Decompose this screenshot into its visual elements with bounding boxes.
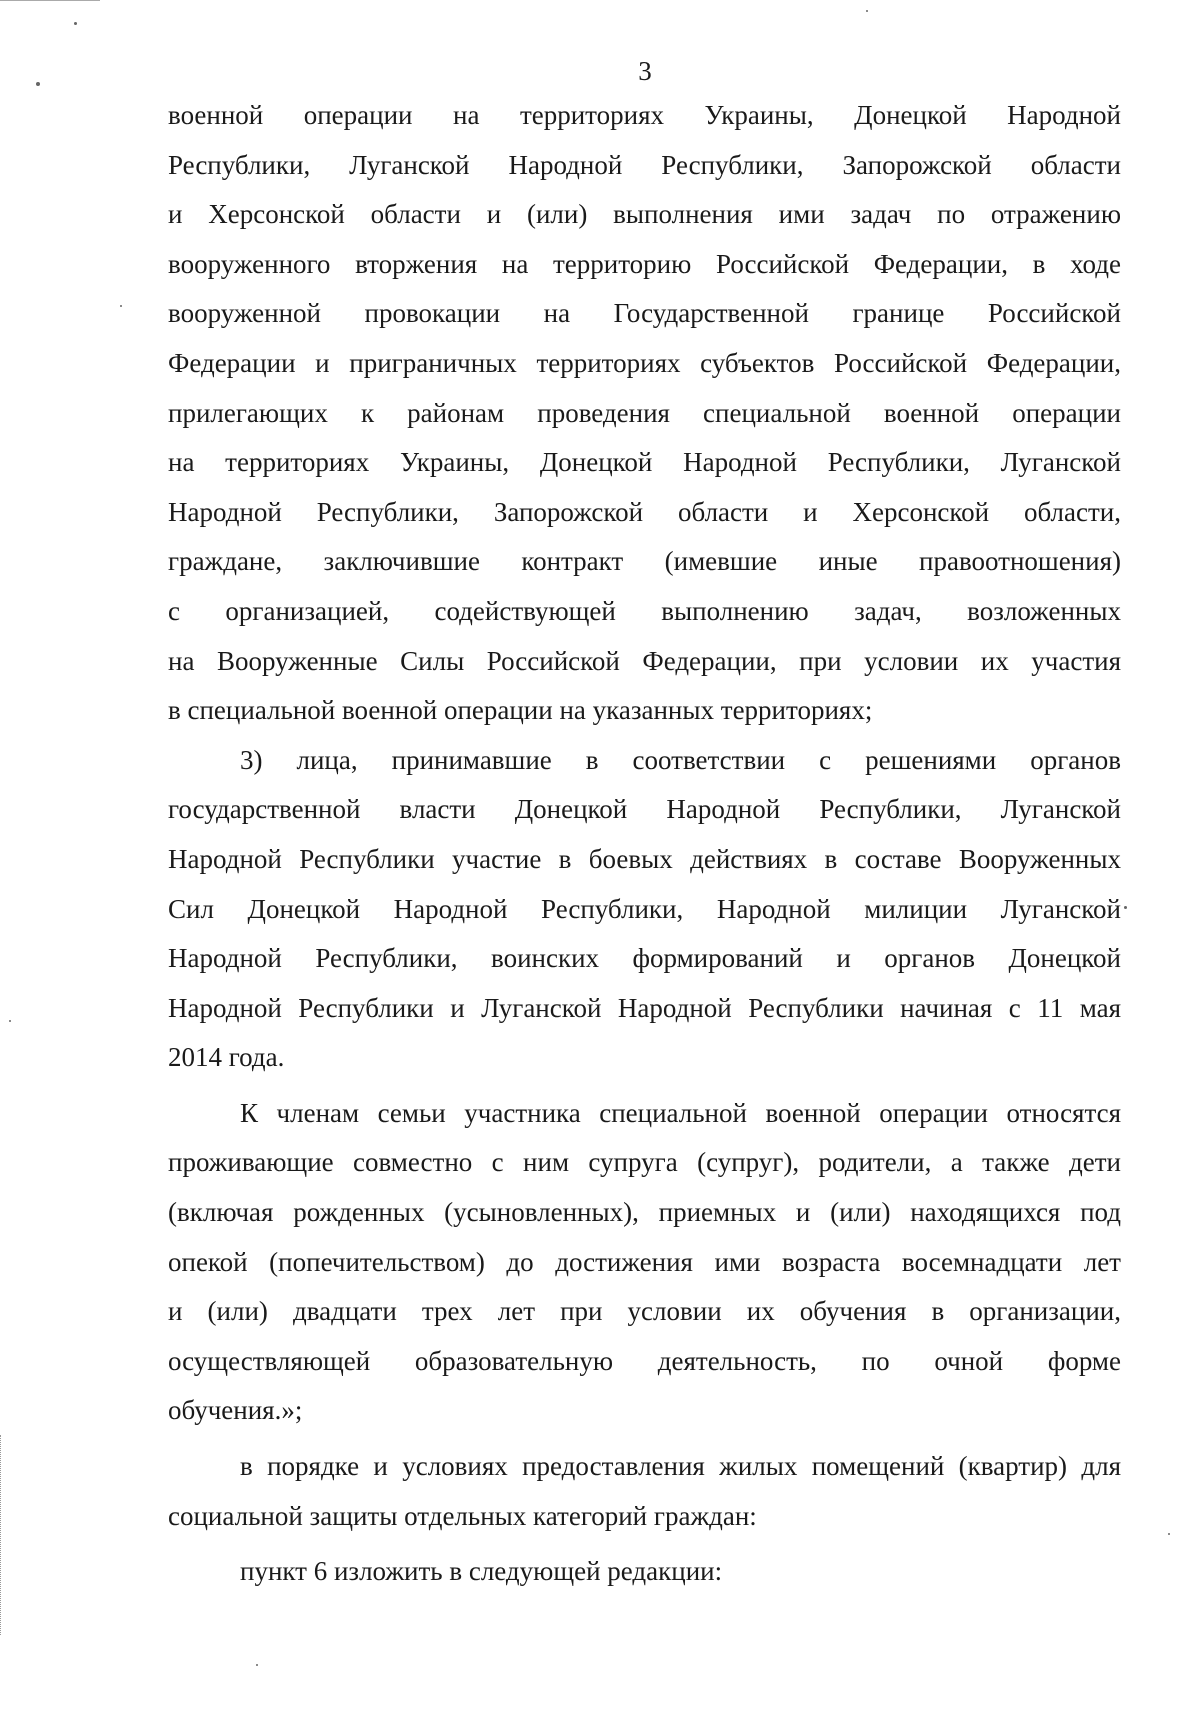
text-line: государственной власти Донецкой Народной Республики, Луганской [168,794,1121,825]
text-line: Народной Республики, воинских формирований и органов Донецкой [168,943,1121,974]
text-line: и Херсонской области и (или) выполнения ими задач по отражению [168,199,1121,230]
document-body [168,91,1121,1597]
scan-edge-mark [0,0,100,1]
text-line: опекой (попечительством) до достижения ими возраста восемнадцати лет [168,1246,1121,1277]
text-line: социальной защиты отдельных категорий граждан: [168,1500,757,1531]
text-line: прилегающих к районам проведения специальной военной операции [168,397,1121,428]
text-line: Народной Республики, Запорожской области и Херсонской области, [168,496,1121,527]
text-line: военной операции на территориях Украины, Донецкой Народной [168,100,1121,130]
text-line: 2014 года. [168,1042,285,1073]
text-line: в порядке и условиях предоставления жилых помещений (квартир) для [240,1451,1121,1482]
text-line: осуществляющей образовательную деятельность, по очной форме [168,1345,1121,1376]
text-line: пункт 6 изложить в следующей редакции: [240,1556,723,1587]
text-line: вооруженной провокации на Государственной границе Российской [168,298,1121,329]
text-line: Республики, Луганской Народной Республики, Запорожской области [168,149,1121,180]
text-line: Сил Донецкой Народной Республики, Народной милиции Луганской [168,893,1121,924]
scan-edge-mark [0,1435,3,1635]
text-line: граждане, заключившие контракт (имевшие иные правоотношения) [168,546,1121,577]
text-line: Федерации и приграничных территориях субъектов Российской Федерации, [168,347,1121,378]
page-number: 3 [638,56,652,86]
text-line: на территориях Украины, Донецкой Народной Республики, Луганской [168,447,1121,478]
text-line: К членам семьи участника специальной военной операции относятся [240,1097,1121,1128]
text-line: вооруженного вторжения на территорию Российской Федерации, в ходе [168,248,1121,279]
text-line: на Вооруженные Силы Российской Федерации, при условии их участия [168,645,1121,676]
text-line: в специальной военной операции на указанных территориях; [168,695,873,726]
text-line: (включая рожденных (усыновленных), приемных и (или) находящихся под [168,1197,1121,1228]
text-line: с организацией, содействующей выполнению задач, возложенных [168,595,1121,626]
text-line: и (или) двадцати трех лет при условии их обучения в организации, [168,1296,1121,1327]
text-line: Народной Республики участие в боевых действиях в составе Вооруженных [168,843,1121,874]
text-line: Народной Республики и Луганской Народной Республики начиная с 11 мая [168,992,1121,1023]
text-line: обучения.»; [168,1395,303,1426]
text-line: проживающие совместно с ним супруга (супруг), родители, а также дети [168,1147,1121,1178]
text-line: 3) лица, принимавшие в соответствии с решениями органов [240,744,1121,775]
